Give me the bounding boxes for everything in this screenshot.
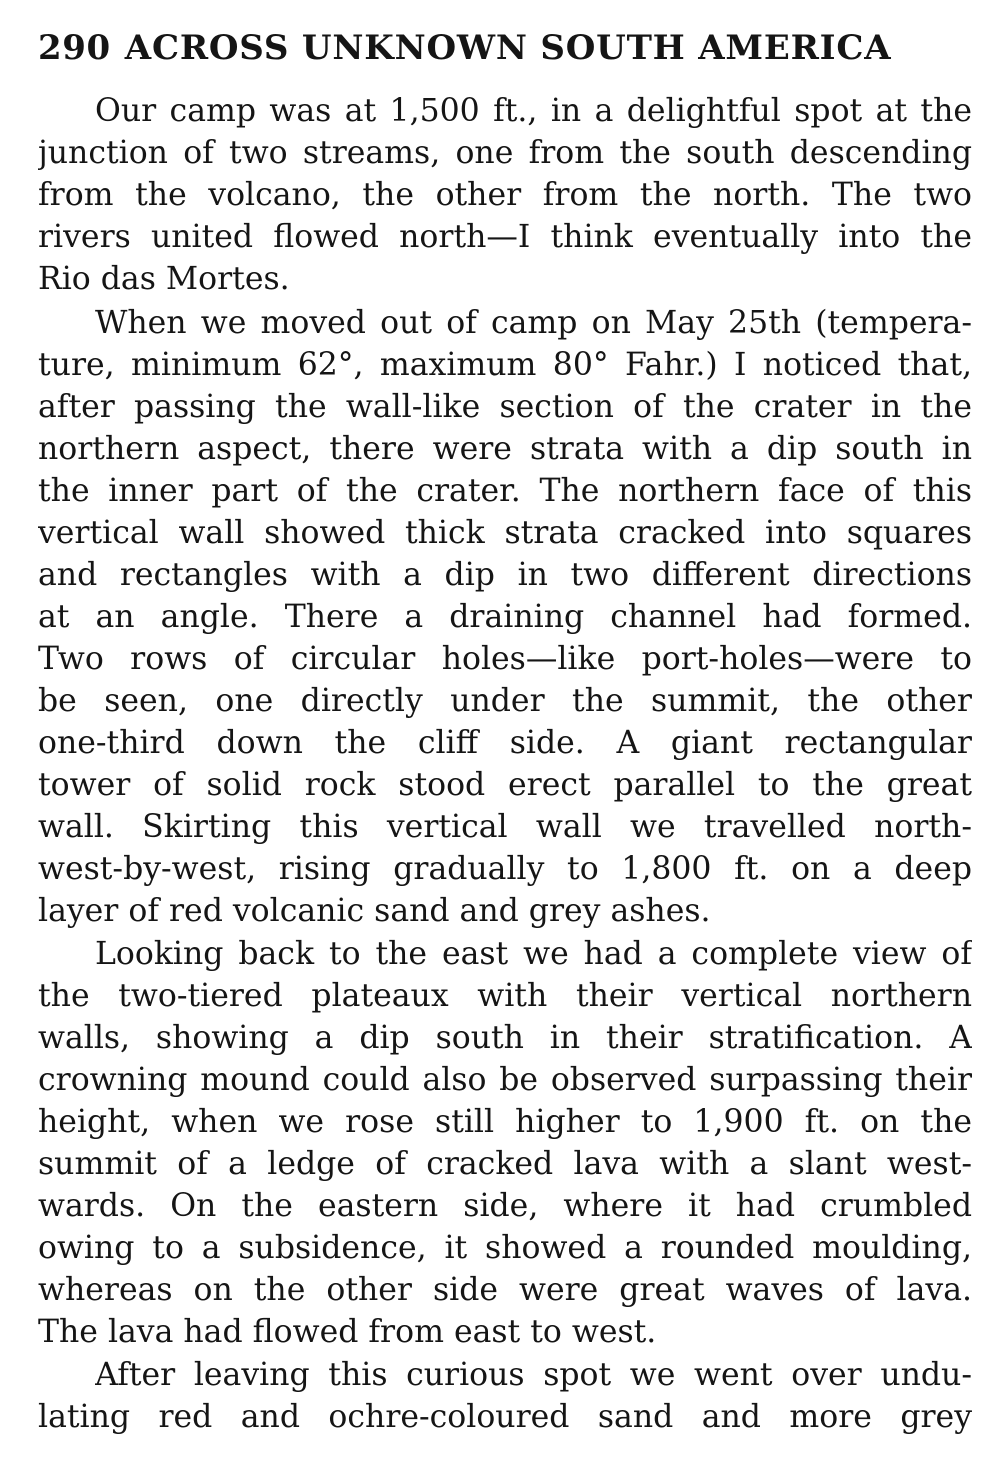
text-line: one-third down the cliff side. A giant rectangular [38, 725, 972, 761]
text-line: wall. Skirting this vertical wall we travelled north- [38, 809, 972, 845]
text-line: owing to a subsidence, it showed a rounded moulding, [38, 1230, 972, 1266]
text-line: after passing the wall-like section of the crater in the [38, 389, 972, 425]
text-line: The lava had flowed from east to west. [38, 1314, 657, 1350]
text-line: and rectangles with a dip in two different directions [38, 557, 972, 593]
text-line: tower of solid rock stood erect parallel to the great [38, 767, 972, 803]
text-line: west-by-west, rising gradually to 1,800 ft. on a deep [38, 851, 972, 887]
text-line: When we moved out of camp on May 25th (tempera- [95, 305, 972, 341]
text-line: Two rows of circular holes—like port-holes—were to [38, 641, 972, 677]
text-line: walls, showing a dip south in their stratification. A [38, 1020, 972, 1056]
text-line: After leaving this curious spot we went over undu- [95, 1357, 972, 1393]
page-number: 290 [38, 28, 111, 68]
text-line: junction of two streams, one from the south descending [38, 135, 972, 171]
text-line: Looking back to the east we had a complete view of [95, 936, 972, 972]
text-line: northern aspect, there were strata with a dip south in [38, 431, 972, 467]
text-line: lating red and ochre-coloured sand and more grey [38, 1399, 972, 1435]
text-line: height, when we rose still higher to 1,900 ft. on the [38, 1104, 972, 1140]
text-line: from the volcano, the other from the north. The two [38, 177, 972, 213]
text-line: the inner part of the crater. The northern face of this [38, 473, 972, 509]
text-line: Rio das Mortes. [38, 261, 290, 297]
text-line: be seen, one directly under the summit, the other [38, 683, 972, 719]
text-line: layer of red volcanic sand and grey ashes. [38, 893, 711, 929]
text-line: Our camp was at 1,500 ft., in a delightful spot at the [95, 93, 972, 129]
text-line: crowning mound could also be observed surpassing their [38, 1062, 972, 1098]
text-line: summit of a ledge of cracked lava with a slant west- [38, 1146, 972, 1182]
text-line: rivers united flowed north—I think eventually into the [38, 219, 972, 255]
running-head [38, 26, 968, 70]
text-line: vertical wall showed thick strata cracked into squares [38, 515, 972, 551]
text-line: at an angle. There a draining channel had formed. [38, 599, 972, 635]
text-line: ture, minimum 62°, maximum 80° Fahr.) I noticed that, [38, 347, 972, 383]
text-line: wards. On the eastern side, where it had crumbled [38, 1188, 972, 1224]
book-title: ACROSS UNKNOWN SOUTH AMERICA [124, 28, 892, 68]
text-line: whereas on the other side were great waves of lava. [38, 1272, 972, 1308]
text-line: the two-tiered plateaux with their vertical northern [38, 978, 972, 1014]
